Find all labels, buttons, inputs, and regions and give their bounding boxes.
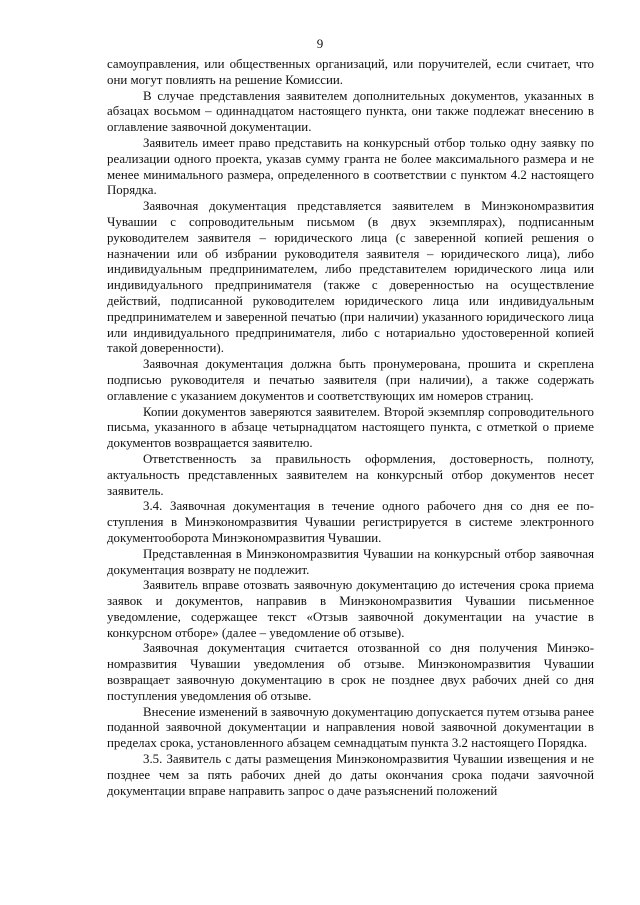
- paragraph: Заявитель вправе отозвать заявочную документацию до истечения срока приема заявок и документов, направив в Минэкономразвития Чувашии письменное уведомление, содержащее текст «Отзыв заявочной документации на участие в конкурсном отборе» (далее – уведомление об отзыве).: [107, 578, 594, 640]
- paragraph: Заявочная документация считается отозванной со дня получения Минэкономразвития Чувашии уведомления об отзыве. Минэкономразвития Чувашии возвращает заявочную документацию в срок не позднее двух рабочих дней со дня поступления уведомления об отзыве.: [107, 641, 594, 703]
- paragraph: Заявитель имеет право представить на конкурсный отбор только одну заявку по реализации одного проекта, указав сумму гранта не более максимального размера и не менее минимального размера, определенного в соответствии с пунктом 4.2 настоящего Порядка.: [107, 135, 594, 198]
- paragraph: В случае представления заявителем дополнительных документов, указанных в абзацах восьмом – одиннадцатом настоящего пункта, они также подлежат внесению в оглавление заявочной документации.: [107, 88, 594, 135]
- document-body: [107, 57, 594, 799]
- paragraph: Представленная в Минэкономразвития Чувашии на конкурсный отбор заявочная документация возврату не подлежит.: [107, 546, 594, 577]
- paragraph: Копии документов заверяются заявителем. Второй экземпляр сопроводительного письма, указанного в абзаце четырнадцатом настоящего пункта, с отметкой о приеме документов возвращается заявителю.: [107, 404, 594, 451]
- paragraph: 3.4. Заявочная документация в течение одного рабочего дня со дня ее поступления в Минэкономразвития Чувашии регистрируется в системе электронного документооборота Минэкономразвития Чувашии.: [107, 499, 594, 545]
- paragraph: Ответственность за правильность оформления, достоверность, полноту, актуальность представленных заявителем на конкурсный отбор документов несет заявитель.: [107, 451, 594, 498]
- paragraph: Внесение изменений в заявочную документацию допускается путем отзыва ранее поданной заявочной документации и направления новой заявочной документации в пределах срока, установленного абзацем семнадцатым пункта 3.2 настоящего Порядка.: [107, 704, 594, 751]
- paragraph: Заявочная документация представляется заявителем в Минэкономразвития Чувашии с сопроводительным письмом (в двух экземплярах), подписанным руководителем заявителя – юридического лица (с заверенной копией решения о назначении или об избрании руководителя заявителя – юридического лица), либо индивидуальным предпринимателем, либо представителем юридического лица или индивидуального предпринимателя (также с доверенностью на осуществление действий, подписанной руководителем юридического лица или индивидуальным предпринимателем и заверенной печатью (при наличии) указанного юридического лица или индивидуального предпринимателя, либо с нотариально удостоверенной копией такой доверенности).: [107, 199, 594, 356]
- paragraph: Заявочная документация должна быть пронумерована, прошита и скреплена подписью руководителя и печатью заявителя (при наличии), а также содержать оглавление с указанием документов и соответствующих им номеров страниц.: [107, 357, 594, 403]
- paragraph: 3.5. Заявитель с даты размещения Минэкономразвития Чувашии извещения и не позднее чем за пять рабочих дней до даты окончания срока подачи заяvочной документации вправе направить запрос о даче разъяснений положений: [107, 752, 594, 798]
- page-number: 9: [316, 36, 324, 51]
- paragraph: самоуправления, или общественных организаций, или поручителей, если считает, что они могут повлиять на решение Комиссии.: [107, 57, 594, 87]
